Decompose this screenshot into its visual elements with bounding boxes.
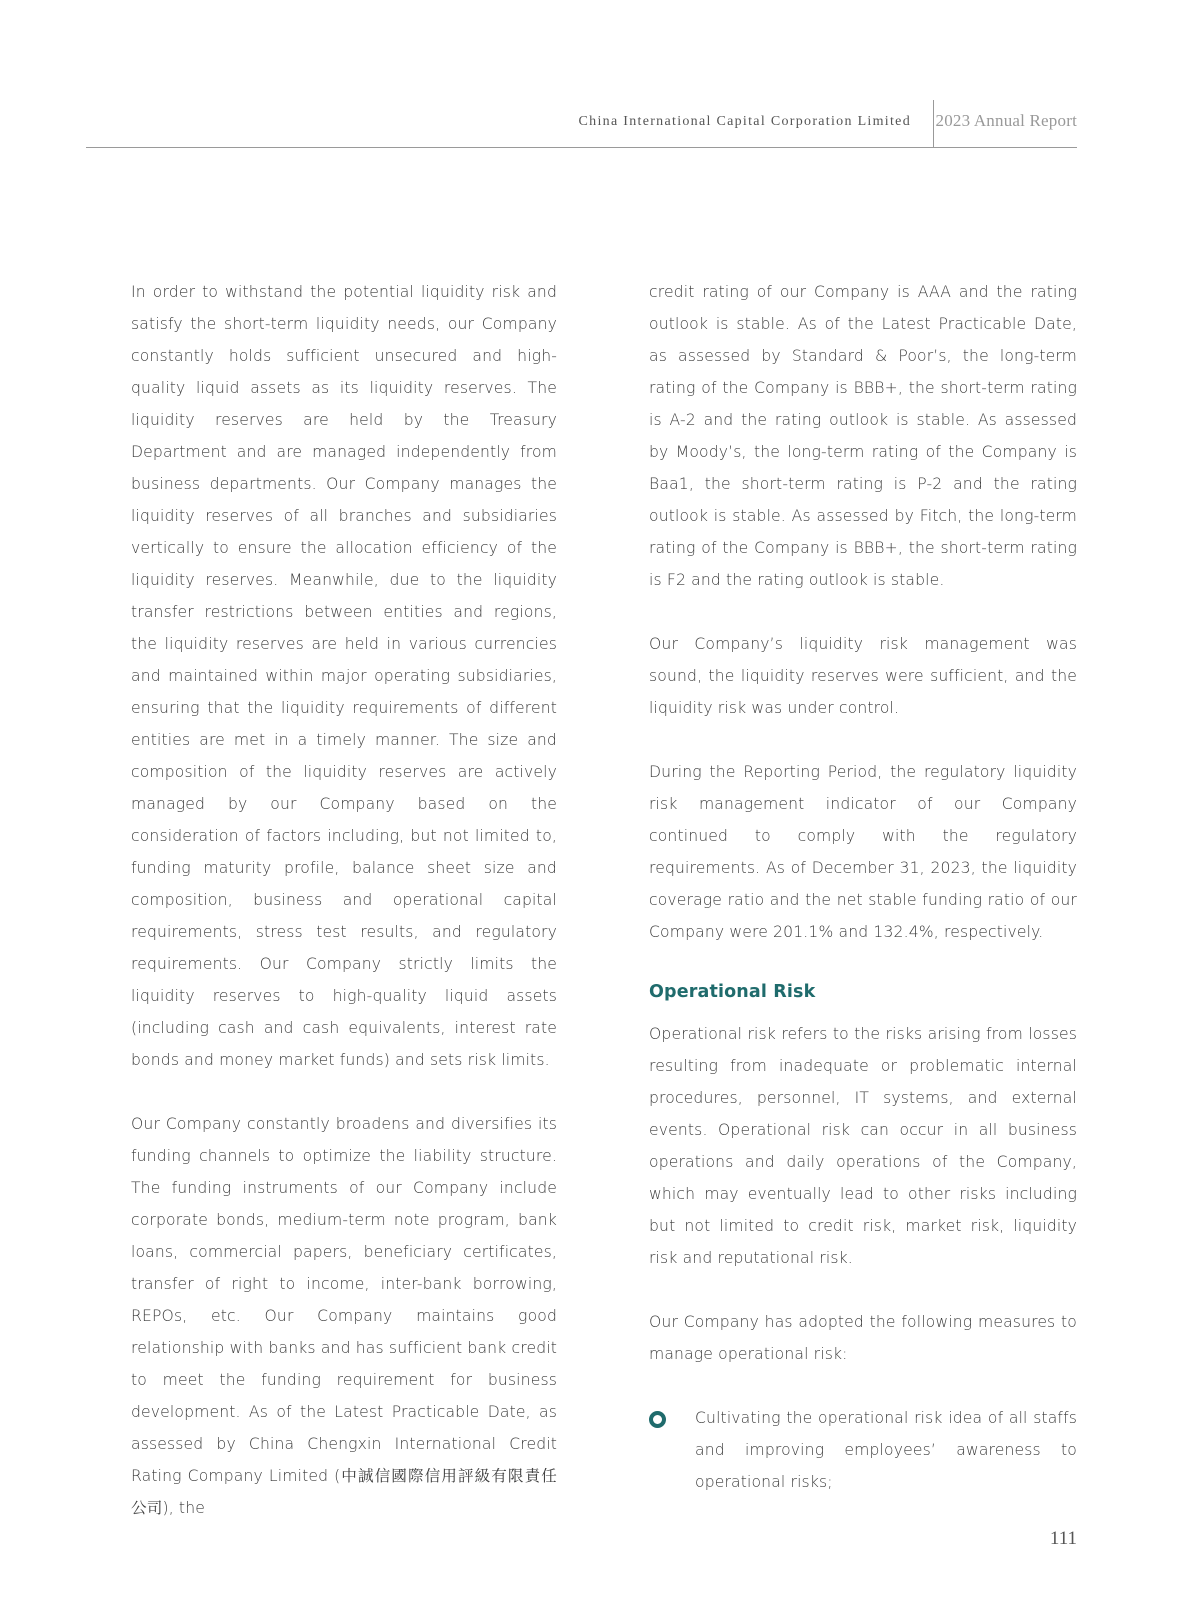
- header-report-title: 2023 Annual Report: [935, 111, 1077, 130]
- paragraph-regulatory-indicators: During the Reporting Period, the regulatory liquidity risk management indicator of our Company continued to comply with the regulatory requirements. As of December 31, 2023, the liquidity coverage ratio and the net stable funding ratio of our Company were 201.1% and 132.4%, respectively.: [649, 763, 1077, 941]
- paragraph-funding-channels: Our Company constantly broadens and diversifies its funding channels to optimize the liability structure. The funding instruments of our Company include corporate bonds, medium-term note program, bank loans, commercial papers, beneficiary certificates, transfer of right to income, inter-bank borrowing, REPOs, etc. Our Company maintains good relationship with banks and has sufficient bank credit to meet the funding requirement for business development. As of the Latest Practicable Date, as assessed by China Chengxin International Credit Rating Company Limited (中誠信國際信用評級有限責任公司), the: [131, 1115, 557, 1517]
- list-item-text: Cultivating the operational risk idea of all staffs and improving employees’ awareness to operational risks;: [695, 1409, 1077, 1491]
- ring-bullet-icon: [649, 1411, 666, 1428]
- list-item: [649, 1402, 1077, 1498]
- page-header: [86, 100, 1077, 148]
- right-column: [649, 276, 1077, 1498]
- section-heading-operational-risk: Operational Risk: [649, 982, 816, 1002]
- paragraph-liquidity-reserves: In order to withstand the potential liquidity risk and satisfy the short-term liquidity needs, our Company constantly holds sufficient unsecured and high-quality liquid assets as its liquidity reserves. The liquidity reserves are held by the Treasury Department and are managed independently from business departments. Our Company manages the liquidity reserves of all branches and subsidiaries vertically to ensure the allocation efficiency of the liquidity reserves. Meanwhile, due to the liquidity transfer restrictions between entities and regions, the liquidity reserves are held in various currencies and maintained within major operating subsidiaries, ensuring that the liquidity requirements of different entities are met in a timely manner. The size and composition of the liquidity reserves are actively managed by our Company based on the consideration of factors including, but not limited to, funding maturity profile, balance sheet size and composition, business and operational capital requirements, stress test results, and regulatory requirements. Our Company strictly limits the liquidity reserves to high-quality liquid assets (including cash and cash equivalents, interest rate bonds and money market funds) and sets risk limits.: [131, 283, 557, 1069]
- paragraph-liquidity-summary: Our Company’s liquidity risk management was sound, the liquidity reserves were sufficient, and the liquidity risk was under control.: [649, 635, 1077, 717]
- page-number: 111: [1049, 1528, 1077, 1549]
- paragraph-credit-ratings: credit rating of our Company is AAA and the rating outlook is stable. As of the Latest Practicable Date, as assessed by Standard & Poor’s, the long-term rating of the Company is BBB+, the short-term rating is A-2 and the rating outlook is stable. As assessed by Moody’s, the long-term rating of the Company is Baa1, the short-term rating is P-2 and the rating outlook is stable. As assessed by Fitch, the long-term rating of the Company is BBB+, the short-term rating is F2 and the rating outlook is stable.: [649, 283, 1077, 589]
- paragraph-operational-risk-definition: Operational risk refers to the risks arising from losses resulting from inadequate or problematic internal procedures, personnel, IT systems, and external events. Operational risk can occur in all business operations and daily operations of the Company, which may eventually lead to other risks including but not limited to credit risk, market risk, liquidity risk and reputational risk.: [649, 1025, 1077, 1267]
- left-column: [131, 276, 557, 1556]
- paragraph-operational-risk-measures-intro: Our Company has adopted the following measures to manage operational risk:: [649, 1313, 1077, 1363]
- header-divider: [933, 100, 934, 147]
- header-company-name: China International Capital Corporation Limited: [578, 114, 911, 129]
